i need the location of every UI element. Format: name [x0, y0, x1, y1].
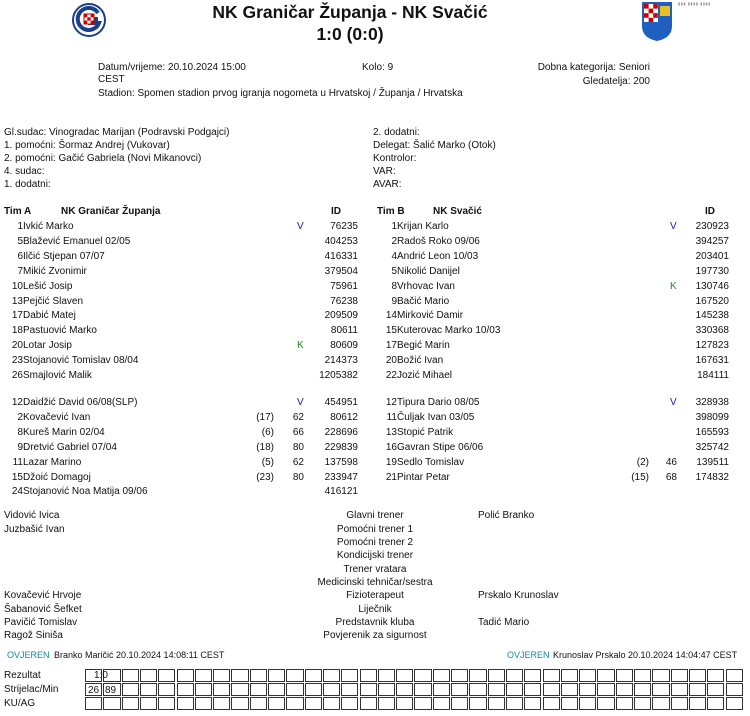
result-grid-cell [506, 683, 523, 696]
player-number: 1 [391, 221, 397, 232]
team-b-staff-name: Tadić Mario [478, 617, 530, 628]
result-grid-cell [561, 697, 578, 710]
result-grid-cell [396, 683, 413, 696]
player-number: 12 [11, 397, 23, 408]
substitution-for-number: (6) [261, 426, 274, 438]
delegate: Delegat: Šalić Marko (Otok) [373, 140, 496, 151]
player-number: 24 [11, 486, 23, 498]
player-id: 394257 [695, 235, 729, 247]
scorer-row-label: Strijelac/Min [4, 684, 59, 695]
team-a-staff-name: Juzbašić Ivan [4, 524, 65, 535]
result-grid-cell [616, 683, 633, 696]
player-role-mark: V [670, 397, 677, 408]
right-logo-caption: ▮▮▮ ▮▮▮▮ ▮▮▮▮ [678, 1, 711, 6]
result-grid-cell [323, 683, 340, 696]
player-id: 228696 [324, 426, 358, 438]
result-grid-cell [305, 697, 322, 710]
player-id: 328938 [695, 397, 729, 408]
result-grid-cell [286, 683, 303, 696]
player-id: 230923 [695, 221, 729, 232]
result-grid-cell [616, 697, 633, 710]
player-name: Džoić Domagoj [23, 471, 91, 483]
team-a-staff-name: Ragož Siniša [4, 630, 63, 641]
player-role-mark: V [297, 221, 304, 232]
player-number: 5 [391, 265, 397, 277]
result-grid-cell [579, 697, 596, 710]
result-grid-cell [561, 669, 578, 682]
result-grid-cell [341, 669, 358, 682]
player-id: 76238 [330, 295, 358, 307]
substitution-minute: 80 [292, 471, 304, 483]
player-number: 15 [385, 325, 397, 337]
result-grid-cell [671, 697, 688, 710]
player-number: 17 [385, 340, 397, 352]
result-grid-cell [726, 669, 743, 682]
result-grid-cell [451, 683, 468, 696]
assistant-referee-1: 1. pomoćni: Šormaz Andrej (Vukovar) [4, 140, 170, 151]
player-id: 75961 [330, 280, 358, 292]
player-number: 23 [11, 355, 23, 367]
result-grid-cell [231, 669, 248, 682]
player-name: Ivkić Marko [23, 221, 74, 232]
result-grid-cell [250, 669, 267, 682]
player-name: Krijan Karlo [397, 221, 449, 232]
result-grid-cell [652, 669, 669, 682]
stadium: Stadion: Spomen stadion prvog igranja nogometa u Hrvatskoj / Županja / Hrvatska [98, 88, 463, 99]
result-grid-cell [634, 683, 651, 696]
match-timezone: CEST [98, 74, 125, 85]
player-number: 14 [385, 310, 397, 322]
result-grid-cell [433, 669, 450, 682]
player-name: Stopić Patrik [397, 426, 454, 438]
player-id: 80609 [330, 340, 358, 352]
team-a-staff-name: Šabanović Šefket [4, 604, 82, 615]
player-name: Sedlo Tomislav [397, 456, 465, 468]
result-grid-cell [726, 683, 743, 696]
result-grid-cell [341, 697, 358, 710]
player-number: 13 [385, 426, 397, 438]
player-role-mark: V [297, 397, 304, 408]
player-id: 416121 [324, 486, 358, 498]
result-grid-cell [158, 669, 175, 682]
result-grid-cell [689, 683, 706, 696]
result-grid-cell [195, 683, 212, 696]
team-a-verified-by: Branko Maričić 20.10.2024 14:08:11 CEST [54, 650, 225, 660]
team-b-verified-status: OVJEREN [507, 650, 550, 660]
player-name: Stojanović Noa Matija 09/06 [23, 486, 148, 498]
player-name: Bačić Mario [397, 295, 450, 307]
result-grid-cell [671, 669, 688, 682]
result-grid-cell [286, 697, 303, 710]
result-grid-cell [579, 669, 596, 682]
substitution-minute: 80 [292, 441, 304, 453]
player-number: 26 [11, 370, 23, 381]
player-number: 7 [17, 265, 23, 277]
player-name: Kuterovac Marko 10/03 [397, 325, 501, 337]
player-number: 21 [385, 471, 397, 483]
result-grid-cell [524, 697, 541, 710]
team-b-label: Tim B [377, 206, 405, 217]
player-number: 17 [11, 310, 23, 322]
player-number: 9 [391, 295, 397, 307]
result-grid-cell [488, 669, 505, 682]
result-grid-cell [213, 697, 230, 710]
team-a-verified-status: OVJEREN [7, 650, 50, 660]
result-grid-cell [177, 697, 194, 710]
result-grid-cell [177, 669, 194, 682]
result-grid-cell [268, 683, 285, 696]
result-grid-cell [579, 683, 596, 696]
result-grid-cell [469, 683, 486, 696]
result-grid-cell [378, 697, 395, 710]
player-id: 167631 [695, 355, 729, 367]
player-number: 22 [385, 370, 397, 381]
result-grid-cell [469, 669, 486, 682]
player-number: 8 [391, 280, 397, 292]
player-id: 174832 [695, 471, 729, 483]
result-grid-cell [140, 697, 157, 710]
player-name: Andrić Leon 10/03 [397, 250, 479, 262]
team-a-label: Tim A [4, 206, 32, 217]
result-row-label: Rezultat [4, 670, 41, 681]
player-name: Stojanović Tomislav 08/04 [23, 355, 139, 367]
team-b-verified-by: Krunoslav Prskalo 20.10.2024 14:04:47 CEST [553, 650, 738, 660]
result-grid-cell [726, 697, 743, 710]
player-number: 16 [385, 441, 397, 453]
result-grid-cell [433, 697, 450, 710]
result-grid-cell [396, 669, 413, 682]
result-grid-cell [671, 683, 688, 696]
result-grid-cell [414, 697, 431, 710]
scorer-minute-cell: 89 [105, 685, 117, 696]
result-grid-cell [122, 697, 139, 710]
player-id: 325742 [695, 441, 729, 453]
result-grid-cell [707, 697, 724, 710]
result-grid-cell [652, 697, 669, 710]
player-name: Ilčić Stjepan 07/07 [23, 250, 105, 262]
staff-role: Fizioterapeut [346, 590, 404, 601]
result-grid-cell [231, 683, 248, 696]
team-a-staff-name: Vidović Ivica [4, 510, 60, 521]
player-number: 8 [17, 426, 23, 438]
player-name: Daidžić David 06/08(SLP) [23, 397, 138, 408]
player-name: Radoš Roko 09/06 [397, 235, 480, 247]
substitution-minute: 68 [665, 471, 677, 483]
assistant-referee-2: 2. pomoćni: Gačić Gabriela (Novi Mikanovci) [4, 153, 202, 164]
player-name: Lotar Josip [23, 340, 72, 352]
player-role-mark: K [297, 340, 304, 352]
result-grid-cell [158, 697, 175, 710]
player-number: 10 [11, 280, 23, 292]
result-grid-cell [597, 683, 614, 696]
staff-role: Pomoćni trener 2 [336, 537, 414, 548]
player-name: Mirković Damir [397, 310, 464, 322]
player-id: 416331 [324, 250, 358, 262]
staff-role: Glavni trener [346, 510, 404, 521]
substitution-for-number: (5) [261, 456, 274, 468]
result-grid-cell [323, 697, 340, 710]
player-number: 12 [385, 397, 397, 408]
player-id: 80611 [330, 325, 358, 337]
player-name: Božić Ivan [397, 355, 444, 367]
scorer-number-cell: 26 [88, 685, 100, 696]
result-grid-cell [707, 683, 724, 696]
result-grid-cell [451, 697, 468, 710]
player-name: Dabić Matej [23, 310, 76, 322]
result-grid-cell [597, 697, 614, 710]
player-name: Mikić Zvonimir [23, 265, 87, 277]
player-id: 76235 [330, 221, 358, 232]
player-number: 1 [17, 221, 23, 232]
result-grid-cell [543, 669, 560, 682]
player-id: 80612 [330, 411, 358, 423]
result-grid-cell [543, 683, 560, 696]
result-grid-cell [122, 683, 139, 696]
player-name: Čuljak Ivan 03/05 [397, 411, 475, 423]
result-grid-cell [634, 669, 651, 682]
team-a-name: NK Graničar Županja [61, 206, 161, 217]
additional-official-1: 1. dodatni: [4, 179, 51, 190]
result-grid-cell [360, 683, 377, 696]
result-grid-cell [414, 683, 431, 696]
result-grid-cell [634, 697, 651, 710]
result-grid-cell [689, 669, 706, 682]
club-crest-logo [72, 3, 106, 37]
result-grid-cell [597, 669, 614, 682]
player-role-mark: V [670, 221, 677, 232]
result-grid-cell [561, 683, 578, 696]
result-grid-cell [85, 697, 102, 710]
additional-official-2: 2. dodatni: [373, 127, 420, 138]
result-grid-cell [305, 669, 322, 682]
result-grid-cell [213, 669, 230, 682]
player-number: 13 [11, 295, 23, 307]
inspector: Kontrolor: [373, 153, 417, 164]
player-id: 214373 [324, 355, 358, 367]
team-b-staff-name: Prskalo Krunoslav [478, 590, 559, 601]
result-grid-cell [414, 669, 431, 682]
result-grid-cell [524, 669, 541, 682]
result-grid-cell [103, 697, 120, 710]
result-grid-cell [195, 697, 212, 710]
substitution-for-number: (15) [631, 471, 649, 483]
result-grid-cell [140, 683, 157, 696]
result-grid-cell [689, 697, 706, 710]
staff-role: Trener vratara [343, 564, 407, 575]
player-name: Lešić Josip [23, 280, 73, 292]
player-id: 197730 [695, 265, 729, 277]
player-name: Dretvić Gabriel 07/04 [23, 441, 117, 453]
player-id: 167520 [695, 295, 729, 307]
result-grid-cell [506, 697, 523, 710]
player-name: Pastuović Marko [23, 325, 97, 337]
result-grid-cell [652, 683, 669, 696]
player-name: Kovačević Ivan [23, 411, 91, 423]
result-grid-cell [305, 683, 322, 696]
player-number: 2 [17, 411, 23, 423]
player-name: Tipura Dario 08/05 [397, 397, 480, 408]
player-name: Kureš Marin 02/04 [23, 426, 105, 438]
result-grid-cell [616, 669, 633, 682]
staff-role: Povjerenik za sigurnost [323, 630, 427, 641]
player-number: 11 [12, 456, 23, 468]
player-name: Gavran Stipe 06/06 [397, 441, 484, 453]
player-id: 1205382 [319, 370, 358, 381]
player-number: 11 [386, 411, 397, 423]
match-round: Kolo: 9 [362, 62, 394, 73]
player-id: 398099 [695, 411, 729, 423]
player-id: 229839 [324, 441, 358, 453]
player-name: Nikolić Danijel [397, 265, 460, 277]
player-id: 165593 [695, 426, 729, 438]
staff-role: Liječnik [358, 604, 392, 615]
substitution-minute: 46 [665, 456, 677, 468]
final-score-cell: 1:0 [94, 670, 108, 681]
result-grid-cell [268, 697, 285, 710]
result-grid-cell [158, 683, 175, 696]
result-grid-cell [122, 669, 139, 682]
result-grid-cell [250, 683, 267, 696]
result-grid-cell [268, 669, 285, 682]
result-grid-cell [286, 669, 303, 682]
player-number: 4 [391, 250, 397, 262]
player-number: 2 [391, 235, 397, 247]
substitution-for-number: (17) [256, 411, 274, 423]
result-grid-cell [378, 683, 395, 696]
substitution-minute: 62 [292, 456, 304, 468]
team-a-id-header: ID [331, 206, 341, 217]
result-grid-cell [543, 697, 560, 710]
result-grid-cell [707, 669, 724, 682]
result-grid-cell [360, 697, 377, 710]
player-id: 404253 [324, 235, 358, 247]
team-a-staff-name: Pavičić Tomislav [4, 617, 78, 628]
team-b-id-header: ID [705, 206, 715, 217]
substitution-minute: 62 [292, 411, 304, 423]
result-grid-cell [488, 697, 505, 710]
player-id: 145238 [695, 310, 729, 322]
staff-role: Predstavnik kluba [335, 617, 415, 628]
result-grid-cell [451, 669, 468, 682]
player-name: Pintar Petar [397, 471, 450, 483]
team-b-staff-name: Polić Branko [478, 510, 535, 521]
substitution-for-number: (18) [256, 441, 274, 453]
match-title: NK Graničar Županja - NK Svačić [212, 2, 488, 22]
result-grid-cell [488, 683, 505, 696]
player-name: Begić Marin [397, 340, 450, 352]
player-id: 203401 [695, 250, 729, 262]
avar-official: AVAR: [373, 179, 402, 190]
player-number: 20 [385, 355, 397, 367]
player-id: 209509 [324, 310, 358, 322]
result-grid-cell [177, 683, 194, 696]
player-number: 19 [385, 456, 397, 468]
result-grid-cell [433, 683, 450, 696]
spectators: Gledatelja: 200 [582, 76, 650, 87]
result-grid-cell [360, 669, 377, 682]
player-id: 330368 [695, 325, 729, 337]
player-id: 139511 [696, 456, 729, 468]
substitution-for-number: (23) [256, 471, 274, 483]
player-number: 6 [17, 250, 23, 262]
player-id: 127823 [695, 340, 729, 352]
player-id: 184111 [697, 370, 729, 381]
match-datetime: Datum/vrijeme: 20.10.2024 15:00 [98, 62, 246, 73]
player-id: 137598 [324, 456, 358, 468]
referee-main: Gl.sudac: Vinogradac Marijan (Podravski Podgajci) [4, 127, 230, 138]
team-b-name: NK Svačić [433, 206, 482, 217]
var-official: VAR: [373, 166, 396, 177]
player-number: 20 [11, 340, 23, 352]
fourth-official: 4. sudac: [4, 166, 45, 177]
result-grid-cell [213, 683, 230, 696]
player-id: 130746 [695, 280, 729, 292]
result-grid-cell [195, 669, 212, 682]
player-number: 18 [11, 325, 23, 337]
player-number: 5 [17, 235, 23, 247]
player-id: 454951 [324, 397, 358, 408]
ku-ag-row-label: KU/AG [4, 698, 36, 709]
result-grid-cell [250, 697, 267, 710]
result-grid-cell [323, 669, 340, 682]
player-name: Pejčić Slaven [23, 295, 84, 307]
result-grid-cell [140, 669, 157, 682]
substitution-for-number: (2) [636, 456, 649, 468]
staff-role: Pomoćni trener 1 [336, 524, 414, 535]
player-name: Blažević Emanuel 02/05 [23, 235, 131, 247]
player-id: 379504 [324, 265, 358, 277]
player-name: Jozić Mihael [397, 370, 453, 381]
result-grid-cell [469, 697, 486, 710]
match-score: 1:0 (0:0) [316, 24, 384, 44]
county-coat-of-arms-logo [640, 0, 674, 42]
result-grid-cell [396, 697, 413, 710]
result-grid-cell [378, 669, 395, 682]
staff-role: Kondicijski trener [336, 550, 414, 561]
substitution-minute: 66 [292, 426, 304, 438]
result-grid-cell [341, 683, 358, 696]
player-number: 9 [17, 441, 23, 453]
player-role-mark: K [670, 280, 677, 292]
player-name: Vrhovac Ivan [397, 280, 455, 292]
staff-role: Medicinski tehničar/sestra [317, 577, 433, 588]
result-grid-cell [524, 683, 541, 696]
player-number: 15 [11, 471, 23, 483]
player-name: Lazar Marino [23, 456, 82, 468]
result-grid-cell [231, 697, 248, 710]
player-id: 233947 [324, 471, 358, 483]
result-grid-cell [506, 669, 523, 682]
age-category: Dobna kategorija: Seniori [537, 62, 650, 73]
player-name: Smajlović Malik [23, 370, 92, 381]
team-a-staff-name: Kovačević Hrvoje [4, 590, 82, 601]
